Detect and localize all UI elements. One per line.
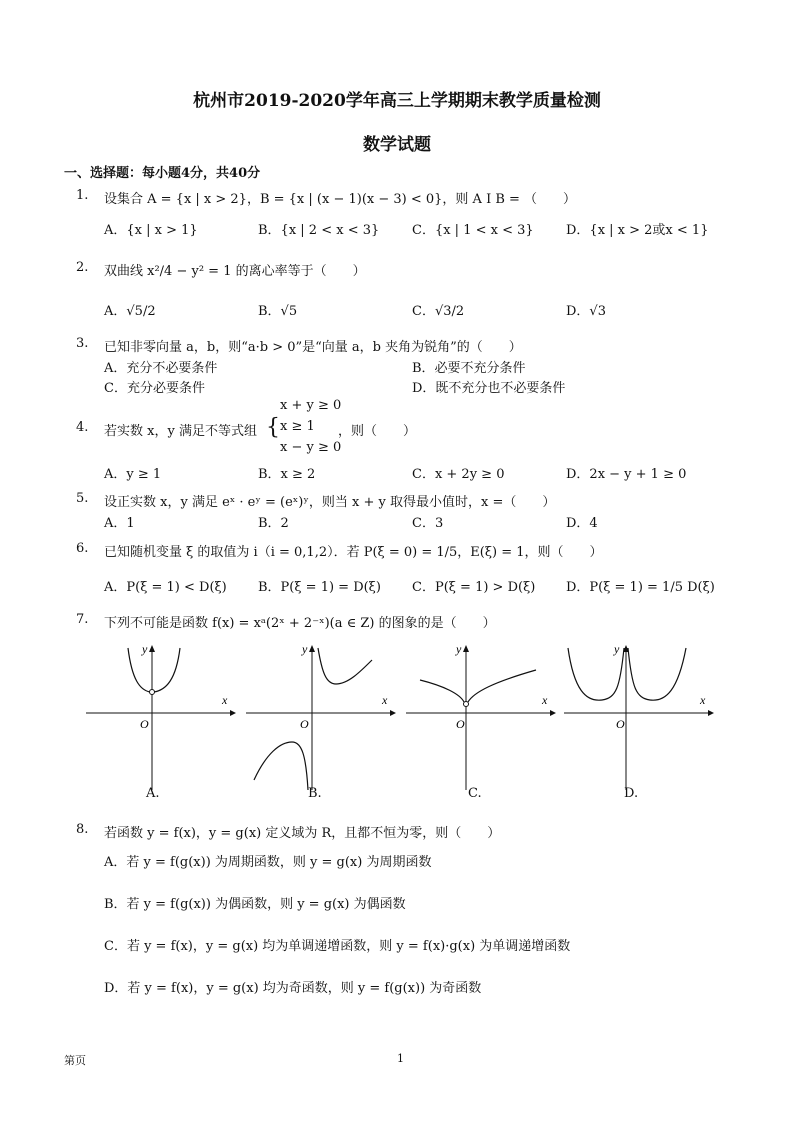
graph-c-curve-right [468, 670, 536, 702]
q1-number: 1. [76, 188, 89, 203]
q4-stem: 若实数 x，y 满足不等式组 [104, 424, 257, 439]
q2-option-a: A．√5/2 [104, 304, 156, 319]
graph-c-x-arrow [550, 710, 556, 716]
graph-d-origin: O [616, 717, 625, 731]
q4-option-b: B．x ≥ 2 [258, 467, 316, 482]
graph-b-x-label: x [382, 693, 388, 707]
graph-d-x-arrow [708, 710, 714, 716]
graph-b-y-arrow [309, 645, 315, 652]
graph-c-origin: O [456, 717, 465, 731]
q3-option-c: C．充分必要条件 [104, 381, 205, 396]
q1-option-c: C．{x | 1 < x < 3} [412, 223, 534, 238]
q5-number: 5. [76, 491, 89, 506]
q8-option-c: C．若 y = f(x)，y = g(x) 均为单调递增函数，则 y = f(x)·g(x) 为单调递增函数 [104, 939, 571, 954]
q5-option-a: A．1 [104, 516, 135, 531]
graph-a-x-label: x [222, 693, 228, 707]
q8-option-b: B．若 y = f(g(x)) 为偶函数，则 y = g(x) 为偶函数 [104, 897, 406, 912]
graph-c [404, 640, 564, 800]
q2-option-b: B．√5 [258, 304, 298, 319]
q4-option-c: C．x + 2y ≥ 0 [412, 467, 505, 482]
q4-option-d: D．2x − y + 1 ≥ 0 [566, 467, 687, 482]
q2-stem: 双曲线 x²/4 − y² = 1 的离心率等于（ ） [104, 264, 366, 279]
graph-a-x-arrow [230, 710, 236, 716]
graph-a-hole [150, 690, 155, 695]
page-subtitle: 数学试题 [363, 135, 431, 155]
q3-option-d: D．既不充分也不必要条件 [412, 381, 566, 396]
q6-option-b: B．P(ξ = 1) = D(ξ) [258, 580, 381, 595]
graph-c-caption: C. [468, 786, 482, 801]
graph-a-y-arrow [149, 645, 155, 652]
graph-a-curve-right [154, 648, 180, 692]
graph-d-y-label: y [614, 642, 620, 656]
q6-option-d: D．P(ξ = 1) = 1/5 D(ξ) [566, 580, 715, 595]
q5-stem: 设正实数 x，y 满足 eˣ · eʸ = (eˣ)ʸ，则当 x + y 取得最小值时，x =（ ） [104, 495, 556, 510]
q8-stem: 若函数 y = f(x)，y = g(x) 定义域为 R，且都不恒为零，则（ ） [104, 826, 501, 841]
q4-stem-tail: ，则（ ） [338, 424, 417, 439]
page-number: 1 [397, 1052, 404, 1065]
graph-b-origin: O [300, 717, 309, 731]
footer-label: 第页 [64, 1054, 86, 1067]
graph-d-curve-right [628, 648, 686, 700]
graph-c-y-label: y [456, 642, 462, 656]
page-title: 杭州市2019-2020学年高三上学期期末教学质量检测 [193, 91, 601, 111]
q6-option-a: A．P(ξ = 1) < D(ξ) [104, 580, 227, 595]
q7-stem: 下列不可能是函数 f(x) = xᵃ(2ˣ + 2⁻ˣ)(a ∈ Z) 的图象的是（ ） [104, 616, 496, 631]
q4-brace: { [266, 415, 280, 440]
q1-stem: 设集合 A = {x | x > 2}，B = {x | (x − 1)(x − 3) < 0}，则 A I B = （ ） [104, 192, 577, 207]
graph-a-origin: O [140, 717, 149, 731]
q8-option-a: A．若 y = f(g(x)) 为周期函数，则 y = g(x) 为周期函数 [104, 855, 432, 870]
q3-option-a: A．充分不必要条件 [104, 361, 218, 376]
graph-b [244, 640, 404, 800]
graph-d [562, 640, 722, 800]
graph-a-y-label: y [142, 642, 148, 656]
graph-a-caption: A. [146, 786, 160, 801]
q7-number: 7. [76, 612, 89, 627]
q5-option-b: B．2 [258, 516, 289, 531]
q2-option-c: C．√3/2 [412, 304, 465, 319]
section-heading: 一、选择题：每小题4分，共40分 [64, 166, 261, 181]
q4-option-a: A．y ≥ 1 [104, 467, 162, 482]
graph-a [84, 640, 244, 800]
q4-ineq-3: x − y ≥ 0 [280, 440, 342, 455]
graph-b-x-arrow [390, 710, 396, 716]
q1-option-b: B．{x | 2 < x < 3} [258, 223, 380, 238]
q1-option-d: D．{x | x > 2或x < 1} [566, 223, 709, 238]
graph-c-hole [464, 702, 469, 707]
q5-option-d: D．4 [566, 516, 598, 531]
graph-b-curve-right [318, 648, 372, 684]
graph-c-y-arrow [463, 645, 469, 652]
q4-ineq-1: x + y ≥ 0 [280, 398, 342, 413]
q2-option-d: D．√3 [566, 304, 606, 319]
q4-ineq-2: x ≥ 1 [280, 419, 315, 434]
graph-c-curve-left [420, 680, 464, 702]
q8-number: 8. [76, 822, 89, 837]
q5-option-c: C．3 [412, 516, 444, 531]
q3-number: 3. [76, 336, 89, 351]
q6-option-c: C．P(ξ = 1) > D(ξ) [412, 580, 536, 595]
q3-stem: 已知非零向量 a，b，则“a·b > 0”是“向量 a，b 夹角为锐角”的（ ） [104, 340, 522, 355]
q6-number: 6. [76, 541, 89, 556]
graph-d-x-label: x [700, 693, 706, 707]
graph-b-curve-left [254, 742, 308, 790]
q4-number: 4. [76, 420, 89, 435]
q6-stem: 已知随机变量 ξ 的取值为 i（i = 0,1,2）．若 P(ξ = 0) = 1/5，E(ξ) = 1，则（ ） [104, 545, 603, 560]
graph-b-y-label: y [302, 642, 308, 656]
graph-c-x-label: x [542, 693, 548, 707]
q1-option-a: A．{x | x > 1} [104, 223, 198, 238]
q8-option-d: D．若 y = f(x)，y = g(x) 均为奇函数，则 y = f(g(x)) 为奇函数 [104, 981, 482, 996]
q3-option-b: B．必要不充分条件 [412, 361, 526, 376]
q2-number: 2. [76, 260, 89, 275]
graph-d-caption: D. [624, 786, 639, 801]
graph-b-caption: B. [308, 786, 322, 801]
